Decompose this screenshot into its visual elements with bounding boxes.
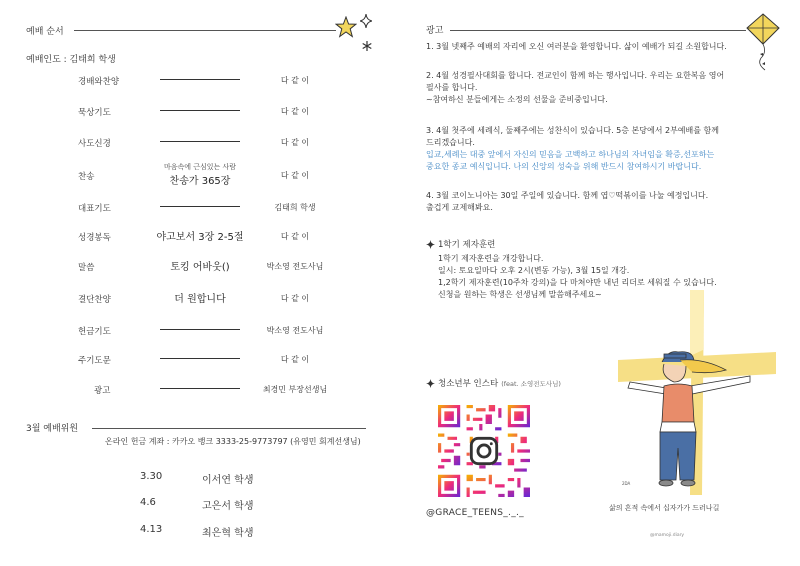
order-who: 다 같 이 [280, 76, 310, 85]
scripture: 야고보서 3장 2-5절 [156, 232, 244, 243]
underline [160, 79, 240, 80]
hymn-number: 찬송가 365장 [169, 176, 231, 187]
notice-2: 2. 4월 성경필사대회를 합니다. 전교인이 함께 하는 행사입니다. 우리는 요한복음 영어 필사를 합니다. ~참여하신 분들에게는 소정의 선물을 준비중입니다. [426, 71, 725, 104]
illustration-caption: 삶의 흔적 속에서 십자가가 드러나길 [609, 504, 720, 512]
duty-date: 4.13 [140, 524, 163, 535]
notice-3: 3. 4월 첫주에 세례식, 둘째주에는 성찬식이 있습니다. 5층 본당에서 2부예배를 함께 드리겠습니다. 입교,세례는 대중 앞에서 자신의 믿음을 고백하고 하나님의 자녀임을 확증,선포하는 중요한 종교 예식입니다. 나의 신앙의 성숙을 위해 반드시 참여하시기 바랍니다. [426, 126, 719, 171]
order-label: 사도신경 [78, 139, 111, 149]
order-who: 다 같 이 [280, 294, 310, 303]
order-row [0, 162, 400, 186]
sparkle-icon [426, 240, 435, 249]
order-label: 찬송 [78, 172, 95, 182]
underline [160, 329, 240, 330]
divider [450, 30, 746, 31]
underline [160, 141, 240, 142]
duty-title: 3월 예배위원 [26, 424, 79, 434]
instagram-title: 청소년부 인스타 [438, 379, 499, 389]
order-row [0, 100, 400, 124]
right-page [400, 0, 800, 566]
sparkle-icon [426, 379, 435, 388]
notice-1: 1. 3월 넷째주 예배의 자리에 오신 여러분을 환영합니다. 삶이 예배가 되길 소원합니다. [426, 42, 727, 51]
qr-code[interactable] [438, 405, 530, 497]
order-who: 최경민 부장선생님 [262, 385, 328, 394]
artist-signature: 2DA [622, 481, 631, 486]
instagram-handle[interactable]: @GRACE_TEENS_._._ [426, 508, 524, 518]
order-label: 헌금기도 [78, 327, 111, 337]
order-row [0, 378, 400, 402]
notice-title: 광고 [426, 26, 444, 36]
order-who: 다 같 이 [280, 355, 310, 364]
underline [160, 358, 240, 359]
response-song: 더 원합니다 [174, 294, 226, 305]
star-icon [335, 16, 357, 38]
order-label: 주기도문 [78, 356, 111, 366]
order-who: 박소영 전도사님 [266, 262, 324, 271]
order-row [0, 69, 400, 93]
order-row [0, 196, 400, 220]
order-row [0, 287, 400, 311]
offering-account: 온라인 헌금 계좌 : 카카오 뱅크 3333-25-9773797 (유영민 회계선생님) [105, 437, 361, 446]
asterisk-icon [362, 41, 372, 51]
order-who: 박소영 전도사님 [266, 326, 324, 335]
order-row [0, 255, 400, 279]
duty-date: 4.6 [140, 497, 156, 508]
order-label: 말씀 [78, 263, 95, 273]
training-heading [426, 238, 495, 250]
notice-4: 4. 3월 코이노니아는 30일 주일에 있습니다. 함께 엽♡떡볶이를 나눌 예정입니다. 출겁게 교제해봐요. [426, 191, 709, 212]
sparkle-icon [360, 14, 372, 28]
underline [160, 206, 240, 207]
duty-name: 고은서 학생 [202, 501, 254, 512]
underline [160, 110, 240, 111]
order-who: 다 같 이 [280, 107, 310, 116]
order-row [0, 348, 400, 372]
divider [74, 30, 336, 31]
worship-order-title: 예배 순서 [26, 27, 64, 37]
order-label: 결단찬양 [78, 295, 111, 305]
training-text: 1학기 제자훈련을 개강합니다. 일시: 토요일마다 오후 2시(변동 가능), 3월 15일 개강. 1,2학기 제자훈련(10주차 강의)을 다 마쳐야만 내년 리더로 세워질 수 있습니다. 신청을 원하는 학생은 선생님께 말씀해주세요~ [438, 254, 717, 299]
cross-illustration [600, 290, 780, 500]
divider [92, 428, 366, 429]
duty-date: 3.30 [140, 471, 163, 482]
order-label: 묵상기도 [78, 108, 111, 118]
training-title: 1학기 제자훈련 [438, 240, 496, 250]
sermon-title: 토킹 어바웃() [170, 262, 230, 273]
order-label: 대표기도 [78, 204, 111, 214]
hymn-title: 마음속에 근심있는 사람 [163, 163, 237, 171]
order-row [0, 131, 400, 155]
worship-leader: 예배인도 : 김태희 학생 [26, 55, 116, 65]
instagram-heading [426, 377, 561, 389]
order-row [0, 225, 400, 249]
order-who: 다 같 이 [280, 171, 310, 180]
order-who: 다 같 이 [280, 232, 310, 241]
underline [160, 388, 240, 389]
duty-name: 이서연 학생 [202, 475, 254, 486]
order-label: 경배와찬양 [78, 77, 120, 87]
order-label: 성경봉독 [78, 233, 111, 243]
instagram-icon [471, 438, 496, 463]
order-label: 광고 [94, 386, 111, 396]
order-row [0, 319, 400, 343]
order-who: 김태희 학생 [274, 203, 316, 212]
duty-name: 최은혁 학생 [202, 528, 254, 539]
order-who: 다 같 이 [280, 138, 310, 147]
instagram-feat: (feat. 소영전도사님) [501, 379, 561, 388]
illustration-credit: @mamoji.diary [650, 533, 685, 538]
